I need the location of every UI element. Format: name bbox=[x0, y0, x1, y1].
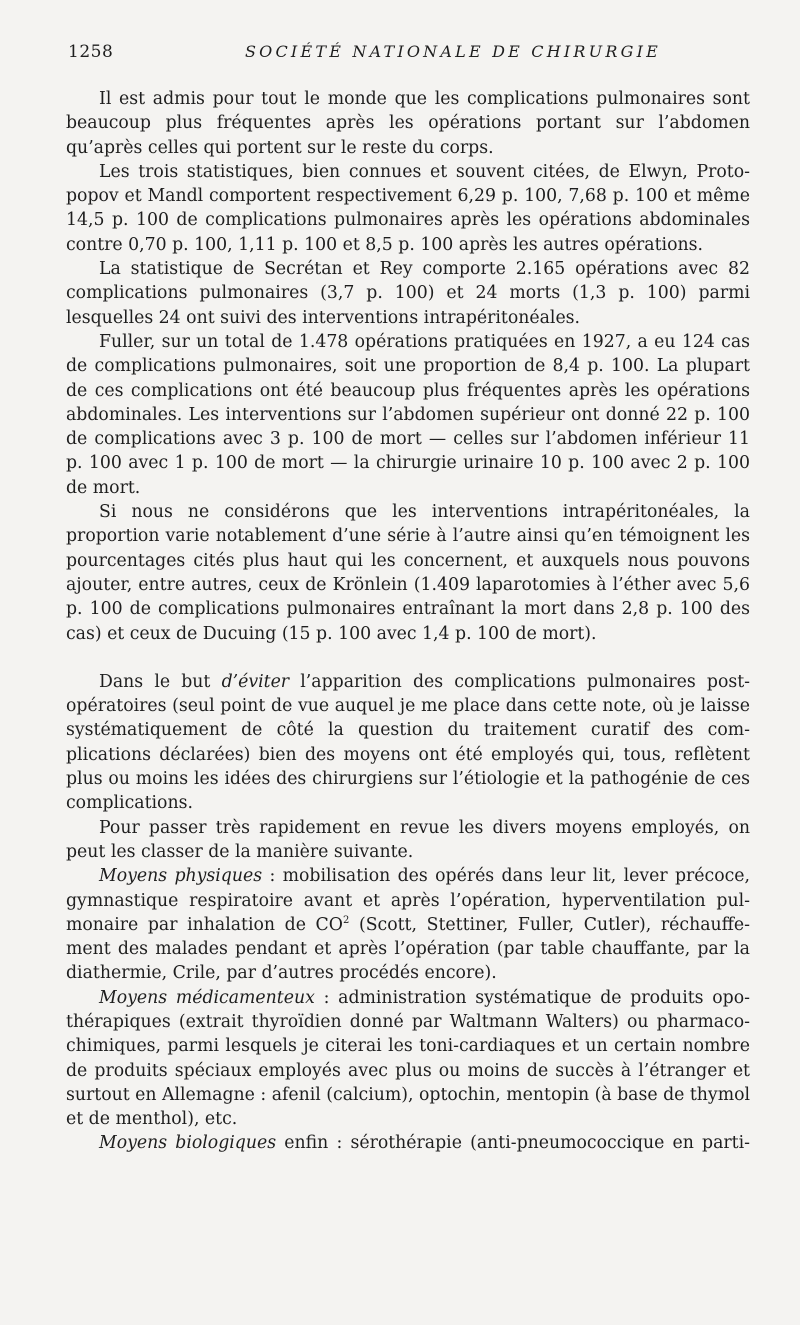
emphasis: d’éviter bbox=[221, 671, 290, 692]
emphasis: Moyens physiques bbox=[99, 866, 263, 887]
paragraph bbox=[66, 986, 750, 1132]
paragraph-text: enfin : sérothérapie (anti-pneumococcique en parti- bbox=[276, 1133, 750, 1154]
paragraph bbox=[66, 864, 750, 985]
paragraph-text: l’apparition des complications pulmonaires postopératoires (seul point de vue auquel je me place dans cette note, où je laisse systématiquement de côté la question du traitement curatif des complications déclarées) bien des moyens ont été employés qui, tous, reflètent plus ou moins les idées des chirurgiens sur l’étiologie et la pathogénie de ces complications. bbox=[66, 671, 751, 814]
page-number: 1258 bbox=[68, 42, 114, 62]
emphasis: Moyens médicamenteux bbox=[99, 987, 315, 1008]
running-title: SOCIÉTÉ NATIONALE DE CHIRURGIE bbox=[245, 42, 661, 61]
paragraph-text: Dans le but bbox=[99, 671, 222, 692]
paragraph: Fuller, sur un total de 1.478 opérations pratiquées en 1927, a eu 124 cas de complications pulmonaires, soit une proportion de 8,4 p. 100. La plupart de ces complications ont été beaucoup plus fréquentes après les opérations abdominales. Les interventions sur l’abdomen supérieur ont donné 22 p. 100 de complications avec 3 p. 100 de mort — celles sur l’abdomen inférieur 11 p. 100 avec 1 p. 100 de mort — la chirurgie urinaire 10 p. 100 avec 2 p. 100 de mort. bbox=[66, 331, 750, 498]
paragraph-text: : administration systématique de produits opothérapiques (extrait thyroïdien donné par Waltmann Walters) ou pharmaco-chimiques, parmi lesquels je citerai les toni-cardiaques et un certain nombre de produits spéciaux employés avec plus ou moins de succès à l’étranger et surtout en Allemagne : afenil (calcium), optochin, mentopin (à base de thymol et de menthol), etc. bbox=[66, 987, 751, 1130]
paragraph: Les trois statistiques, bien connues et souvent citées, de Elwyn, Protopopov et Mandl comportent respectivement 6,29 p. 100, 7,68 p. 100 et même 14,5 p. 100 de complications pulmonaires après les opérations abdominales contre 0,70 p. 100, 1,11 p. 100 et 8,5 p. 100 après les autres opérations. bbox=[66, 161, 750, 255]
emphasis: Moyens biologiques bbox=[99, 1133, 277, 1154]
page-header bbox=[68, 42, 750, 66]
paragraph bbox=[66, 670, 750, 816]
paragraph-text: : mobilisation des opérés dans leur lit, lever précoce, gymnastique respiratoire avant et après l’opération, hyperventilation pulmonaire par inhalation de CO bbox=[66, 866, 751, 935]
paragraph: Pour passer très rapidement en revue les divers moyens employés, on peut les classer de la manière suivante. bbox=[66, 817, 750, 862]
paragraph: La statistique de Secrétan et Rey comporte 2.165 opérations avec 82 complications pulmonaires (3,7 p. 100) et 24 morts (1,3 p. 100) parmi lesquelles 24 ont suivi des interventions intrapéritonéales. bbox=[66, 259, 750, 328]
paragraph bbox=[66, 1131, 750, 1155]
paragraph-text: (Scott, Stettiner, Fuller, Cutler), réchauffement des malades pendant et après l’opération (par table chauffante, par la diathermie, Crile, par d’autres procédés encore). bbox=[66, 914, 750, 984]
superscript: 2 bbox=[342, 914, 350, 926]
paragraph: Si nous ne considérons que les interventions intrapéritonéales, la proportion varie notablement d’une série à l’autre ainsi qu’en témoignent les pourcentages cités plus haut qui les concernent, et auxquels nous pouvons ajouter, entre autres, ceux de Krönlein (1.409 laparotomies à l’éther avec 5,6 p. 100 de complications pulmonaires entraînant la mort dans 2,8 p. 100 des cas) et ceux de Ducuing (15 p. 100 avec 1,4 p. 100 de mort). bbox=[66, 502, 750, 644]
paragraph: Il est admis pour tout le monde que les complications pulmonaires sont beaucoup plus fréquentes après les opérations portant sur l’abdomen qu’après celles qui portent sur le reste du corps. bbox=[66, 89, 750, 158]
body-text bbox=[66, 87, 750, 1156]
